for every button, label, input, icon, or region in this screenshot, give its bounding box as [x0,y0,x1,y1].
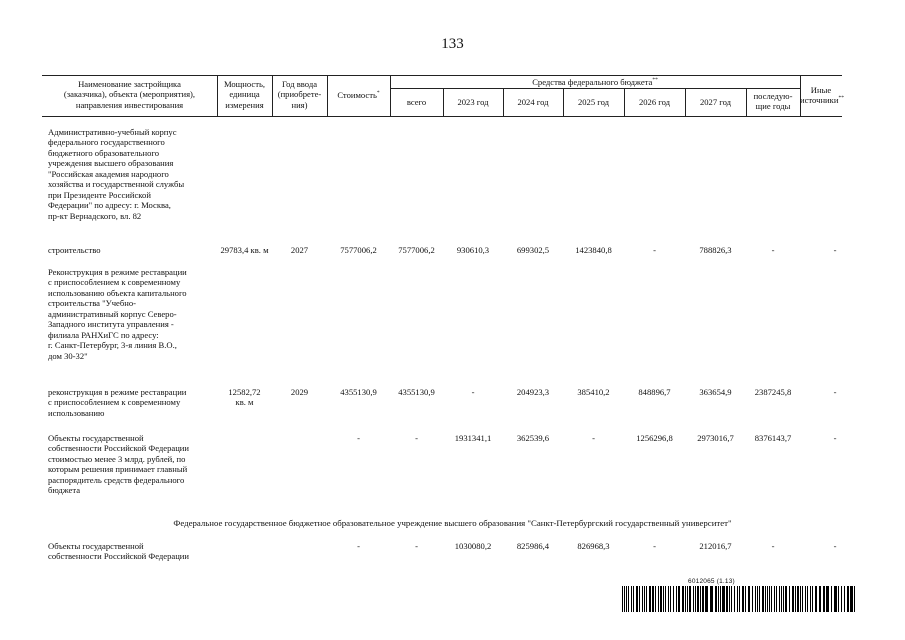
cell-2023: 930610,3 [456,245,490,255]
cost-footnote-mark: * [376,90,380,97]
cell-2026: - [653,245,656,255]
barcode-bar [785,586,787,612]
barcode-bar [789,586,790,612]
barcode-bar [705,586,708,612]
cell-other: - [833,433,837,443]
cell-2024: 204923,3 [516,387,550,397]
cell-year: 2027 [290,245,309,255]
barcode-label: 6012065 (1.13) [688,578,735,585]
header-2027: 2027 год [699,97,732,107]
barcode-bar [633,586,634,612]
barcode-bar [812,586,813,612]
federal-footnote-mark: ** [652,77,658,84]
barcode-bar [762,586,764,612]
cell-other: - [833,541,837,551]
barcode-bar [695,586,696,612]
barcode-bar [665,586,666,612]
barcode-bar [765,586,766,612]
barcode-bar [779,586,780,612]
barcode-bar [783,586,784,612]
barcode-bar [722,586,725,612]
cell-capacity: 12582,72 кв. м [228,387,261,408]
barcode-bar [823,586,825,612]
barcode-bar [745,586,746,612]
cell-2024: 825986,4 [516,541,550,551]
cell-cost: 7577006,2 [340,245,377,255]
cell-later: - [771,541,775,551]
barcode [622,586,858,612]
header-later-years: последую- щие годы [753,91,793,112]
barcode-bar [729,586,730,612]
header-2023: 2023 год [457,97,489,107]
cell-2027: 788826,3 [699,245,732,255]
barcode-bar [807,586,808,612]
header-year: Год ввода (приобрете- ния) [277,79,322,110]
cell-2025: 385410,2 [577,387,610,397]
barcode-bar [673,586,674,612]
barcode-bar [631,586,632,612]
barcode-bar [838,586,839,612]
cell-other: - [833,245,837,255]
barcode-bar [668,586,669,612]
row-name: Административно-учебный корпус федерального государственного бюджетного образовательного учреждения высшего образования "Российская академия народного хозяйства и государственной службы при Президенте Российской Федерации" по адресу: г. Москва, пр-кт Вернадского, вл. 82 [48,127,185,221]
barcode-bar [726,586,728,612]
cell-2024: 699302,5 [516,245,550,255]
barcode-bar [693,586,694,612]
barcode-bar [739,586,740,612]
cell-2027: 363654,9 [699,387,732,397]
barcode-bar [854,586,855,612]
barcode-bar [826,586,829,612]
barcode-bar [658,586,659,612]
barcode-bar [715,586,717,612]
barcode-bar [844,586,845,612]
barcode-bar [702,586,704,612]
cell-2026: 1256296,8 [636,433,673,443]
header-name: Наименование застройщика (заказчика), объекта (мероприятия), направления инвестирования [63,79,196,110]
cell-2024: 362539,6 [516,433,550,443]
barcode-bar [819,586,821,612]
barcode-bar [689,586,691,612]
barcode-bar [800,586,801,612]
barcode-bar [767,586,768,612]
barcode-bar [737,586,738,612]
header-2024: 2024 год [517,97,549,107]
cell-total: 7577006,2 [398,245,435,255]
cell-later: 2387245,8 [754,387,792,397]
barcode-bar [622,586,623,612]
barcode-bar [810,586,811,612]
barcode-bar [847,586,849,612]
header-bottom-rule [42,116,842,117]
cell-later: 8376143,7 [754,433,792,443]
barcode-bar [734,586,735,612]
federal-subheader-rule [390,88,800,89]
barcode-bar [792,586,794,612]
header-2025: 2025 год [577,97,610,107]
row-name: Объекты государственной собственности Российской Федерации стоимостью менее 3 млрд. рублей, по которым решения принимает главный распорядитель средств федерального бюджета [48,433,189,496]
barcode-bar [802,586,803,612]
barcode-bar [841,586,842,612]
cell-2026: - [653,541,656,551]
cell-cost: - [357,541,360,551]
barcode-bar [700,586,701,612]
barcode-bar [731,586,732,612]
header-federal: Средства федерального бюджета** [532,77,658,87]
barcode-bar [797,586,799,612]
barcode-bar [850,586,853,612]
barcode-bar [646,586,647,612]
page-number: 133 [441,36,464,52]
barcode-bar [755,586,756,612]
barcode-bar [652,586,654,612]
cell-total: 4355130,9 [398,387,435,397]
header-2026: 2026 год [638,97,671,107]
barcode-bar [774,586,775,612]
barcode-bar [663,586,664,612]
barcode-bar [834,586,837,612]
barcode-bar [815,586,817,612]
cell-total: - [415,541,418,551]
barcode-bar [720,586,721,612]
row-name: Объекты государственной собственности Российской Федерации [48,541,189,562]
barcode-bar [639,586,640,612]
barcode-bar [655,586,656,612]
barcode-bar [748,586,750,612]
barcode-bar [636,586,638,612]
barcode-bar [628,586,629,612]
table-top-rule [42,75,842,76]
barcode-bar [644,586,645,612]
cell-2026: 848896,7 [638,387,671,397]
cell-2025: 1423840,8 [575,245,612,255]
cell-total: - [415,433,418,443]
barcode-bar [742,586,744,612]
barcode-bar [682,586,684,612]
barcode-bar [776,586,777,612]
barcode-bar [781,586,782,612]
cell-2027: 2973016,7 [697,433,734,443]
barcode-bar [685,586,686,612]
barcode-bar [626,586,627,612]
barcode-bar [757,586,758,612]
cell-2025: 826968,3 [577,541,610,551]
barcode-bar [805,586,806,612]
cell-2023: 1030080,2 [454,541,492,551]
cell-2023: 1931341,1 [454,433,492,443]
header-capacity: Мощность, единица измерения [223,79,266,110]
header-other-sources: Иные источники** [800,85,844,106]
cell-capacity: 29783,4 кв. м [220,245,269,255]
barcode-bar [718,586,719,612]
cell-2025: - [592,433,595,443]
header-cost: Стоимость* [337,90,380,100]
cell-2027: 212016,7 [699,541,732,551]
cell-cost: - [357,433,360,443]
barcode-bar [697,586,699,612]
header-federal-total: всего [406,97,427,107]
cell-year: 2029 [290,387,309,397]
cell-2023: - [471,387,475,397]
section-title: Федеральное государственное бюджетное образовательное учреждение высшего образования "Санкт-Петербургский государственный университет" [173,518,732,528]
barcode-bar [624,586,625,612]
row-name: Реконструкция в режиме реставрации с приспособлением к современному использованию объекта капитального строительства "Учебно- административный корпус Северо- Западного института управления - филиала РАНХиГС по адресу: г. Санкт-Петербург, 3-я линия В.О., дом 30-32" [48,267,187,361]
barcode-bar [710,586,713,612]
barcode-bar [676,586,677,612]
cell-cost: 4355130,9 [340,387,377,397]
cell-other: - [833,387,837,397]
barcode-bar [670,586,671,612]
other-footnote-mark: ** [838,95,844,102]
barcode-bar [795,586,796,612]
barcode-bar [678,586,680,612]
row-name: реконструкция в режиме реставрации с приспособлением к современному использованию [48,387,187,418]
barcode-bar [769,586,770,612]
barcode-bar [831,586,832,612]
barcode-bar [759,586,760,612]
barcode-bar [687,586,688,612]
row-name: строительство [48,245,101,255]
barcode-bar [649,586,651,612]
barcode-bar [771,586,772,612]
barcode-bar [660,586,662,612]
barcode-bar [642,586,643,612]
cell-later: - [771,245,775,255]
barcode-bar [752,586,753,612]
